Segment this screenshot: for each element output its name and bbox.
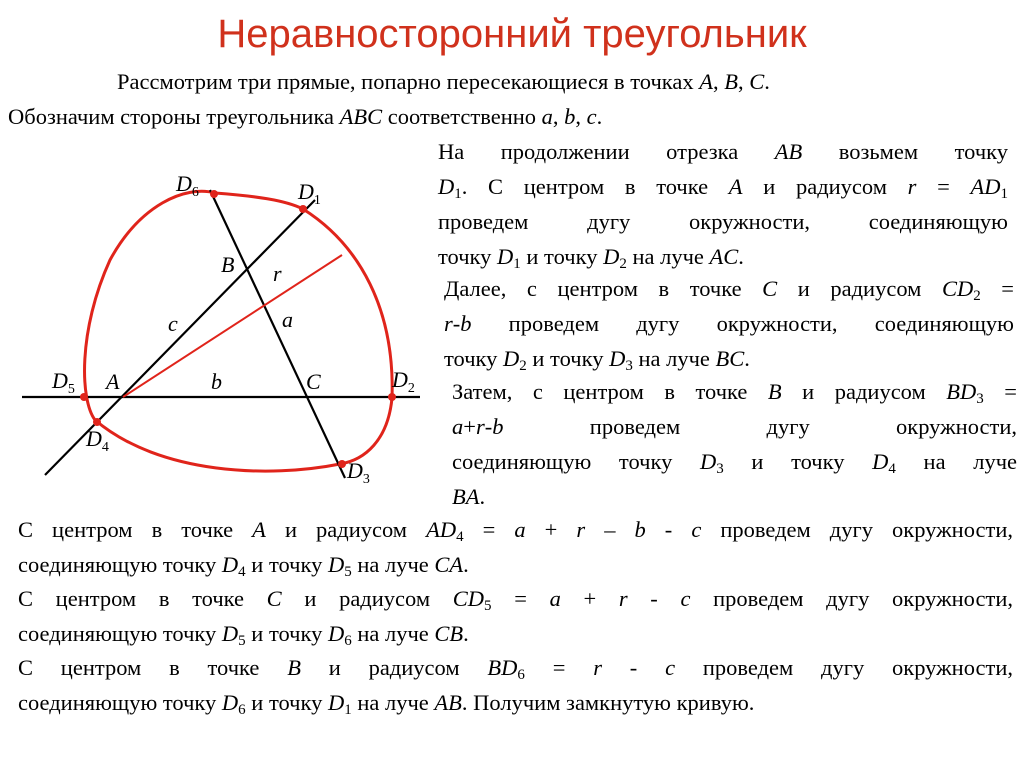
- step-4-paragraph: С центром в точке A и радиусом $AD_4 = a + r - b - c$ проведем дугу окружности, соединяющую точку $D_4$ и точку $D_5$ на луче CA.: [18, 517, 1013, 580]
- point-d5: [80, 393, 88, 401]
- step-1-paragraph: На продолжении отрезка AB возьмем точку $D_1$. С центром в точке A и радиусом $r = AD_1$ проведем дугу окружности, соединяющую точку $D_1$ и точку $D_2$ на луче AC.: [438, 139, 1008, 272]
- point-d4: [93, 418, 101, 426]
- label-side-c: c: [168, 311, 178, 336]
- point-d2: [388, 393, 396, 401]
- label-a: A: [106, 369, 120, 394]
- point-d3: [338, 460, 346, 468]
- line-bc: [210, 190, 345, 478]
- point-d6: [210, 190, 218, 198]
- label-side-a: a: [282, 307, 293, 332]
- label-d4: $D_4$: [86, 426, 109, 455]
- closed-curve: [85, 191, 393, 471]
- label-d1: $D_1$: [298, 179, 321, 208]
- step-6-paragraph: С центром в точке B и радиусом $BD_6 = r - c$ проведем дугу окружности, соединяющую точку $D_6$ и точку $D_1$ на луче AB. Получим замкнутую кривую.: [18, 655, 1013, 718]
- label-r: r: [273, 261, 282, 286]
- step-5-paragraph: С центром в точке C и радиусом $CD_5 = a + r - c$ проведем дугу окружности, соединяющую точку $D_5$ и точку $D_6$ на луче CB.: [18, 586, 1013, 649]
- geometry-diagram: [0, 150, 440, 500]
- label-d6: $D_6$: [176, 171, 199, 200]
- page-title: Неравносторонний треугольник: [217, 12, 807, 56]
- intro-line-1: Рассмотрим три прямые, попарно пересекающиеся в точках A, B, C.: [117, 69, 770, 94]
- step-3-paragraph: Затем, с центром в точке B и радиусом $BD_3$ = a+r-b проведем дугу окружности, соединяющую точку $D_3$ и точку $D_4$ на луче BA.: [452, 379, 1017, 509]
- label-d2: $D_2$: [392, 367, 415, 396]
- label-b: B: [221, 252, 235, 277]
- label-d5: $D_5$: [52, 368, 75, 397]
- step-2-paragraph: Далее, с центром в точке C и радиусом $CD_2$ = r-b проведем дугу окружности, соединяющую точку $D_2$ и точку $D_3$ на луче BC.: [444, 276, 1014, 374]
- intro-line-2: Обозначим стороны треугольника ABC соответственно a, b, c.: [8, 104, 603, 129]
- point-d1: [299, 205, 307, 213]
- label-c: C: [306, 369, 321, 394]
- label-d3: $D_3$: [347, 458, 370, 487]
- label-side-b: b: [211, 369, 222, 394]
